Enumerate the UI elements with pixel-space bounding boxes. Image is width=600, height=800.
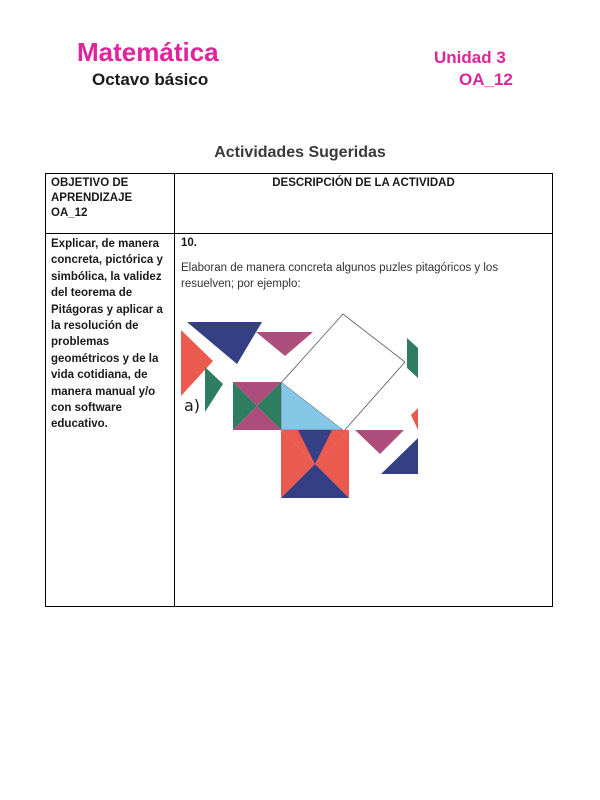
- objective-header-line: OA_12: [51, 207, 88, 219]
- figure-label: a): [184, 396, 201, 415]
- objective-column-header: [51, 176, 171, 221]
- activity-description: Elaboran de manera concreta algunos puzles pitagóricos y los resuelven; por ejemplo:: [181, 262, 499, 290]
- puzzle-piece-coral-right: [411, 408, 418, 430]
- objective-header-line: OBJETIVO DE: [51, 177, 129, 189]
- grade-label: Octavo básico: [92, 70, 209, 89]
- puzzle-piece-green-left: [205, 367, 223, 412]
- description-column-header: DESCRIPCIÓN DE LA ACTIVIDAD: [272, 177, 455, 189]
- activities-table: [45, 173, 553, 607]
- puzzle-piece-green-right: [407, 338, 418, 378]
- unit-label: Unidad 3: [434, 48, 506, 67]
- puzzle-piece-mauve-top: [256, 332, 313, 356]
- puzzle-piece-mauve-right: [355, 430, 404, 454]
- pythagorean-puzzle-figure: [181, 308, 552, 508]
- objective-text: Explicar, de manera concreta, pictórica y simbólica, la validez del teorema de Pitágoras y aplicar a la resolución de problemas geométricos y de la vida cotidiana, de manera manual y/o con software educativo.: [51, 238, 163, 431]
- header-divider: [46, 233, 552, 234]
- objective-code: OA_12: [459, 70, 513, 89]
- section-title: Actividades Sugeridas: [214, 144, 386, 161]
- objective-header-line: APRENDIZAJE: [51, 192, 133, 204]
- column-divider: [174, 174, 175, 606]
- activity-number: 10.: [181, 237, 197, 249]
- subject-title: Matemática: [77, 37, 219, 67]
